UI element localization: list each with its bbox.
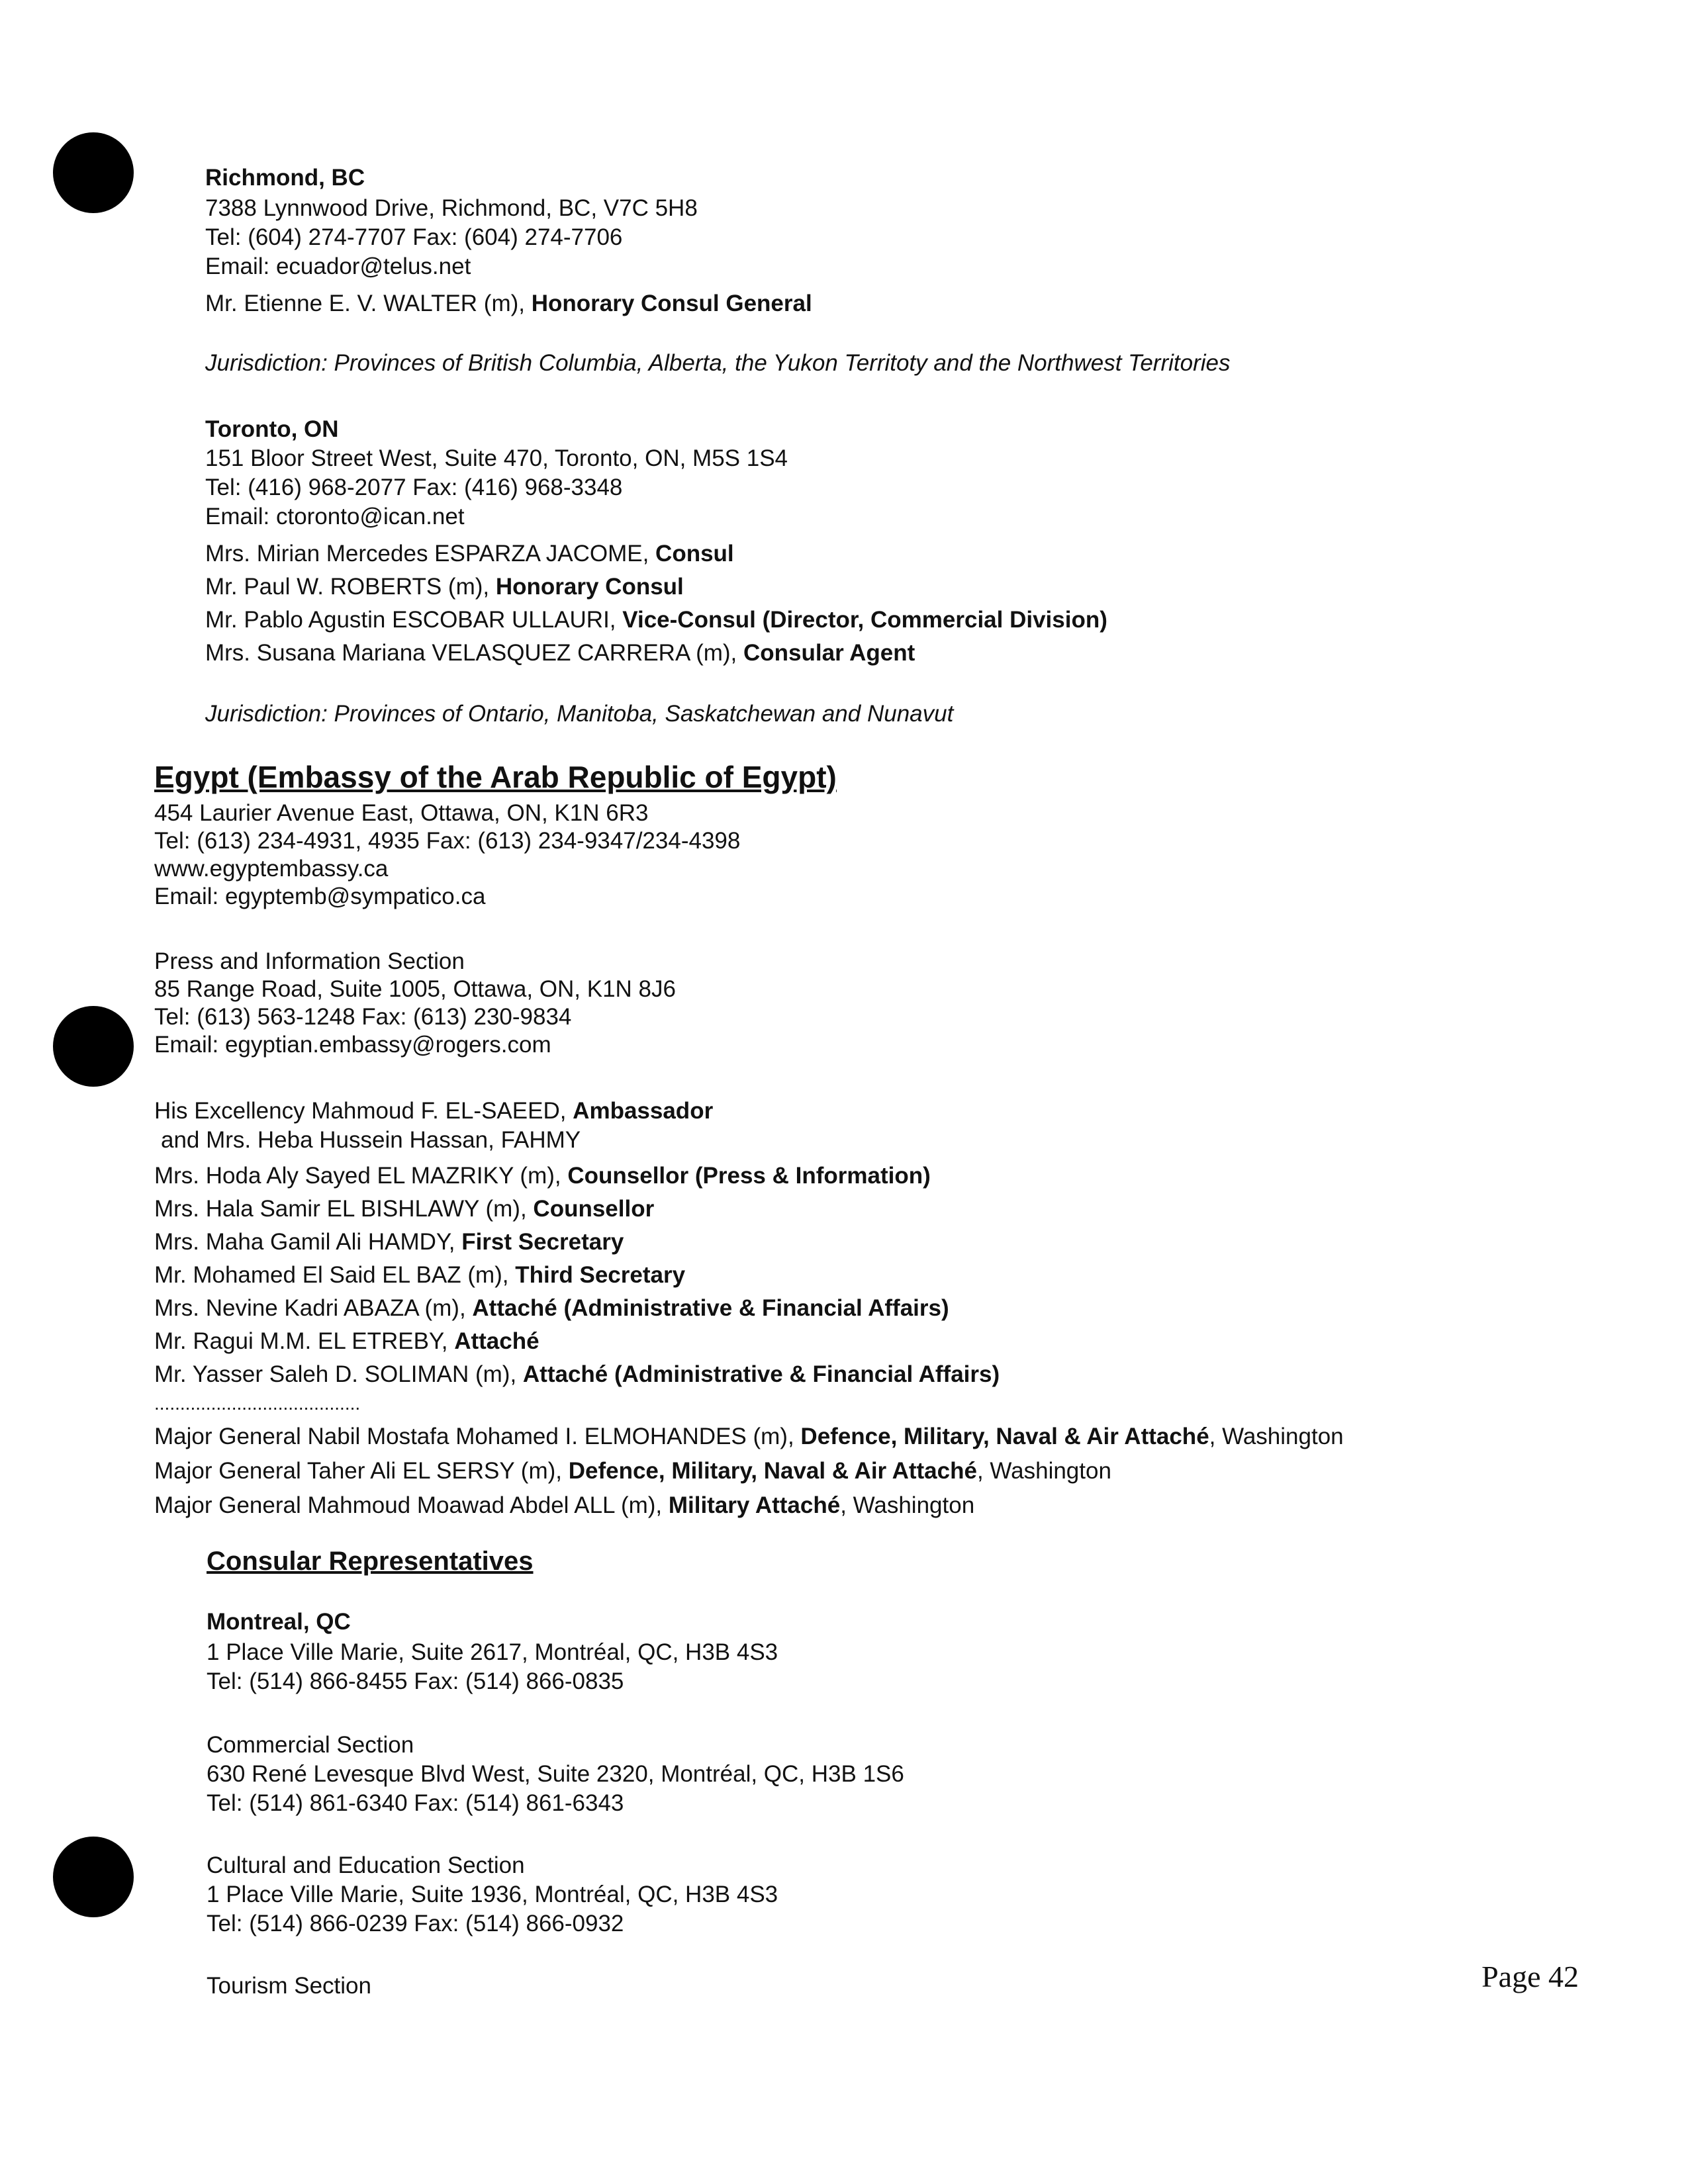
commercial-section-address: 630 René Levesque Blvd West, Suite 2320, Montréal, QC, H3B 1S6 <box>207 1761 904 1787</box>
staff-title: First Secretary <box>461 1229 624 1255</box>
staff-entry <box>154 1295 949 1322</box>
staff-entry <box>205 540 734 568</box>
toronto-tel-fax: Tel: (416) 968-2077 Fax: (416) 968-3348 <box>205 475 623 500</box>
toronto-address: 151 Bloor Street West, Suite 470, Toronto, ON, M5S 1S4 <box>205 445 788 471</box>
egypt-heading: Egypt (Embassy of the Arab Republic of Egypt) <box>154 760 837 794</box>
montreal-tel-fax: Tel: (514) 866-8455 Fax: (514) 866-0835 <box>207 1668 624 1694</box>
cultural-section-name: Cultural and Education Section <box>207 1852 525 1878</box>
staff-entry <box>154 1328 539 1355</box>
staff-name: Mr. Paul W. ROBERTS (m), <box>205 574 496 600</box>
staff-title: Vice-Consul (Director, Commercial Division) <box>622 607 1107 633</box>
staff-name: Mr. Mohamed El Said EL BAZ (m), <box>154 1262 516 1288</box>
staff-title: Counsellor (Press & Information) <box>567 1163 931 1189</box>
staff-entry <box>154 1261 685 1289</box>
page-number: Page 42 <box>1481 1960 1579 1993</box>
cultural-section-address: 1 Place Ville Marie, Suite 1936, Montréal, QC, H3B 4S3 <box>207 1882 778 1907</box>
staff-name: Mrs. Hoda Aly Sayed EL MAZRIKY (m), <box>154 1163 568 1189</box>
staff-name: Mr. Ragui M.M. EL ETREBY, <box>154 1328 455 1354</box>
ambassador-title: Ambassador <box>573 1098 714 1124</box>
staff-name: Mr. Pablo Agustin ESCOBAR ULLAURI, <box>205 607 623 633</box>
ambassador-name: His Excellency Mahmoud F. EL-SAEED, <box>154 1098 573 1124</box>
staff-title: Honorary Consul General <box>531 291 812 316</box>
military-entry <box>154 1457 1111 1485</box>
richmond-city: Richmond, BC <box>205 165 365 191</box>
staff-name: Mrs. Mirian Mercedes ESPARZA JACOME, <box>205 541 656 567</box>
staff-name: Mrs. Hala Samir EL BISHLAWY (m), <box>154 1196 534 1222</box>
separator-dots: ........................................ <box>154 1393 361 1414</box>
press-section-tel-fax: Tel: (613) 563-1248 Fax: (613) 230-9834 <box>154 1004 572 1030</box>
tourism-section-name: Tourism Section <box>207 1973 371 1999</box>
military-location: , Washington <box>1209 1424 1344 1449</box>
military-name: Major General Nabil Mostafa Mohamed I. ELMOHANDES (m), <box>154 1424 801 1449</box>
punch-hole-bottom <box>53 1837 134 1917</box>
ambassador-spouse: and Mrs. Heba Hussein Hassan, FAHMY <box>161 1127 581 1153</box>
staff-name: Mr. Yasser Saleh D. SOLIMAN (m), <box>154 1361 523 1387</box>
press-section-name: Press and Information Section <box>154 948 465 974</box>
egypt-tel-fax: Tel: (613) 234-4931, 4935 Fax: (613) 234-9347/234-4398 <box>154 828 741 854</box>
staff-title: Attaché (Administrative & Financial Affairs) <box>522 1361 1000 1387</box>
staff-title: Attaché (Administrative & Financial Affairs) <box>472 1295 949 1321</box>
staff-title: Consular Agent <box>743 640 915 666</box>
military-title: Defence, Military, Naval & Air Attaché <box>568 1458 977 1484</box>
military-title: Defence, Military, Naval & Air Attaché <box>800 1424 1209 1449</box>
staff-name: Mrs. Susana Mariana VELASQUEZ CARRERA (m), <box>205 640 743 666</box>
military-entry <box>154 1492 974 1520</box>
staff-name: Mr. Etienne E. V. WALTER (m), <box>205 291 532 316</box>
punch-hole-middle <box>53 1006 134 1087</box>
cultural-section-tel-fax: Tel: (514) 866-0239 Fax: (514) 866-0932 <box>207 1911 624 1936</box>
staff-title: Attaché <box>454 1328 539 1354</box>
toronto-email: Email: ctoronto@ican.net <box>205 504 465 529</box>
consular-heading: Consular Representatives <box>207 1547 534 1576</box>
press-section-address: 85 Range Road, Suite 1005, Ottawa, ON, K1N 8J6 <box>154 976 676 1002</box>
commercial-section-tel-fax: Tel: (514) 861-6340 Fax: (514) 861-6343 <box>207 1790 624 1816</box>
military-title: Military Attaché <box>668 1492 841 1518</box>
staff-title: Honorary Consul <box>495 574 684 600</box>
military-location: , Washington <box>840 1492 975 1518</box>
staff-entry <box>154 1361 1000 1388</box>
military-entry <box>154 1423 1344 1451</box>
egypt-email: Email: egyptemb@sympatico.ca <box>154 884 486 909</box>
staff-title: Consul <box>655 541 734 567</box>
staff-title: Counsellor <box>533 1196 655 1222</box>
staff-name: Mrs. Maha Gamil Ali HAMDY, <box>154 1229 462 1255</box>
staff-entry <box>205 573 684 601</box>
richmond-jurisdiction: Jurisdiction: Provinces of British Columbia, Alberta, the Yukon Territoty and the Northwest Territories <box>205 350 1231 376</box>
staff-entry <box>154 1228 624 1256</box>
staff-entry <box>205 290 812 318</box>
richmond-email: Email: ecuador@telus.net <box>205 253 471 279</box>
egypt-address: 454 Laurier Avenue East, Ottawa, ON, K1N 6R3 <box>154 800 649 826</box>
montreal-address: 1 Place Ville Marie, Suite 2617, Montréal, QC, H3B 4S3 <box>207 1639 778 1665</box>
richmond-address: 7388 Lynnwood Drive, Richmond, BC, V7C 5H8 <box>205 195 698 221</box>
ambassador-entry <box>154 1097 713 1125</box>
staff-title: Third Secretary <box>515 1262 686 1288</box>
military-location: , Washington <box>976 1458 1111 1484</box>
staff-entry <box>205 639 915 667</box>
staff-name: Mrs. Nevine Kadri ABAZA (m), <box>154 1295 473 1321</box>
staff-entry <box>154 1195 654 1223</box>
military-name: Major General Taher Ali EL SERSY (m), <box>154 1458 569 1484</box>
staff-entry <box>154 1162 931 1190</box>
punch-hole-top <box>53 132 134 213</box>
egypt-website: www.egyptembassy.ca <box>154 856 389 882</box>
montreal-city: Montreal, QC <box>207 1609 351 1635</box>
military-name: Major General Mahmoud Moawad Abdel ALL (m), <box>154 1492 669 1518</box>
toronto-jurisdiction: Jurisdiction: Provinces of Ontario, Manitoba, Saskatchewan and Nunavut <box>205 701 954 727</box>
staff-entry <box>205 606 1107 634</box>
richmond-tel-fax: Tel: (604) 274-7707 Fax: (604) 274-7706 <box>205 224 623 250</box>
toronto-city: Toronto, ON <box>205 416 339 442</box>
press-section-email: Email: egyptian.embassy@rogers.com <box>154 1032 551 1058</box>
commercial-section-name: Commercial Section <box>207 1732 414 1758</box>
